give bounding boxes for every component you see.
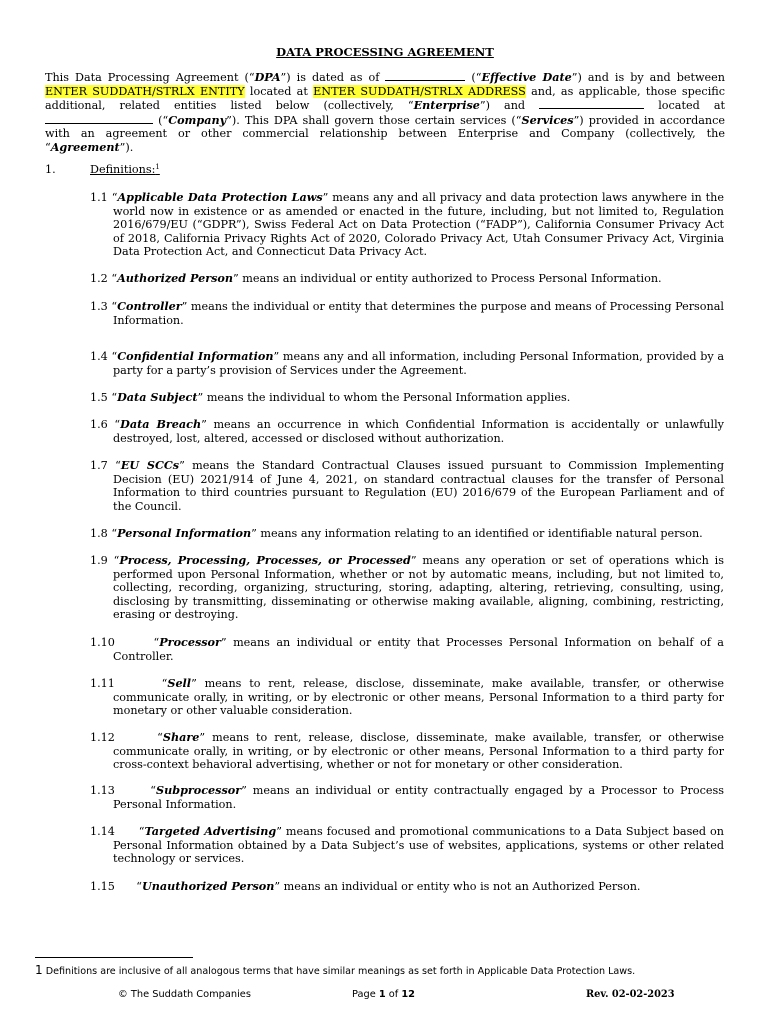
definition-item [90,636,724,663]
definition-term: Personal Information [117,526,252,540]
term-services: Services [521,112,574,127]
footer-page-number [352,988,415,1002]
term-enterprise: Enterprise [413,98,480,113]
footnote-text: Definitions are inclusive of all analogous terms that have similar meanings as set forth in Applicable Data Protection Laws. [42,966,636,977]
document-title: DATA PROCESSING AGREEMENT [276,45,494,59]
term-agreement: Agreement [50,139,120,154]
definition-term: Subprocessor [156,783,242,797]
address-placeholder[interactable]: ENTER SUDDATH/STRLX ADDRESS [313,84,526,98]
definition-item [90,459,724,513]
intro-text: (“ [153,113,169,127]
footer-revision: Rev. 02-02-2023 [586,989,675,1000]
definition-item [90,677,724,718]
definition-text: ” means the individual to whom the Personal Information applies. [197,391,571,404]
definition-term: EU SCCs [120,458,180,472]
intro-text: (“ [465,71,482,84]
definition-text: ” means the Standard Contractual Clauses issued pursuant to Commission Implementing Decision (EU) 2021/914 of June 4, 2021, on standard contractual clauses for the transfer of Personal Information to third countries pursuant to Regulation (EU) 2016/679 of the European Parliament and of the Council. [113,459,724,513]
section-number: 1. [45,163,56,176]
definition-item [90,527,724,541]
definition-number: 1.13 [90,784,115,797]
definition-number: 1.11 [90,677,115,690]
definition-item [90,350,724,377]
definition-quote: “ [111,300,118,313]
definition-term: Data Breach [120,417,202,431]
company-name-blank[interactable] [539,98,644,109]
definition-text: ” means an individual or entity authorized to Process Personal Information. [233,272,662,285]
definition-body [90,191,724,259]
definition-term: Data Subject [117,390,198,404]
definition-text: ” means any operation or set of operations which is performed upon Personal Information, whether or not by automatic means, including, but not limited to, collecting, recording, organizing, structuring, storing, adapting, altering, retrieving, consulting, using, disclosing by transmitting, disseminating or otherwise making available, aligning, combining, restricting, erasing or destroying. [113,554,724,622]
definition-body [90,636,724,663]
definition-number: 1.4 [90,350,108,363]
definition-item [90,554,724,622]
intro-text: and, as applicable, those specific additional, related entities listed below (collectively, “ [45,84,725,113]
definition-term: Targeted Advertising [144,824,277,838]
definition-text: ” means focused and promotional communications to a Data Subject based on Personal Information obtained by a Data Subject’s use of websites, applications, systems or other related technology or services. [113,825,724,866]
definition-item [90,784,724,811]
page-total: 12 [401,989,415,1000]
definition-quote: “ [111,191,118,204]
definition-item [90,300,724,327]
footnote-number: 1 [35,963,43,977]
section-label [90,163,160,177]
page-label: Page [352,989,379,1000]
definition-quote: “ [115,459,121,472]
definition-body [90,300,724,327]
definition-body [90,418,724,445]
term-effective-date: Effective Date [481,70,572,84]
definition-term: Share [162,730,200,744]
section-label-text: Definitions: [90,163,156,176]
definition-number: 1.10 [90,636,115,649]
footer-company: © The Suddath Companies [118,989,251,1000]
definition-quote: “ [114,418,121,431]
definition-term: Authorized Person [117,271,234,285]
definition-quote: “ [136,880,142,893]
definition-text: ” means any and all information, including Personal Information, provided by a party for a party’s provision of Services under the Agreement. [113,350,725,377]
intro-text: ”) and is by and between [571,71,726,84]
definition-item [90,191,724,259]
intro-text: This Data Processing Agreement (“ [45,71,255,84]
intro-text: located at [644,99,726,113]
definition-body [90,391,724,405]
definition-quote: “ [161,677,168,690]
entity-placeholder[interactable]: ENTER SUDDATH/STRLX ENTITY [45,84,245,98]
definition-number: 1.2 [90,272,108,285]
definition-term: Processor [159,635,221,649]
definition-number: 1.7 [90,459,108,472]
definition-body [90,825,724,866]
definition-item [90,825,724,866]
definition-item [90,391,724,405]
page-of: of [385,989,402,1000]
definition-number: 1.1 [90,191,108,204]
intro-text: ”) is dated as of [280,71,386,84]
definition-quote: “ [111,391,118,404]
footnote-ref[interactable]: 1 [155,163,160,171]
definition-text: ” means to rent, release, disclose, disseminate, make available, transfer, or otherwise communicate orally, in writing, or by electronic or other means, Personal Information to a third party for monetary or other valuable consideration. [113,677,724,718]
definition-number: 1.14 [90,825,115,838]
intro-text: ”). This DPA shall govern those certain services (“ [226,113,522,127]
definition-quote: “ [138,825,145,838]
definition-number: 1.3 [90,300,108,313]
term-dpa: DPA [254,70,281,84]
definition-number: 1.15 [90,880,115,893]
definition-term: Sell [167,676,192,690]
intro-paragraph [45,70,725,155]
intro-text: ”) and [479,99,540,113]
definition-item [90,880,724,894]
definition-quote: “ [157,731,163,744]
definition-number: 1.6 [90,418,108,431]
footnote-divider [35,957,193,958]
definition-text: ” means an individual or entity contractually engaged by a Processor to Process Personal Information. [113,784,725,811]
definition-text: ” means an occurrence in which Confidential Information is accidentally or unlawfully destroyed, lost, altered, accessed or disclosed without authorization. [113,418,724,445]
definition-item [90,731,724,772]
definition-quote: “ [111,272,118,285]
definition-text: ” means any information relating to an identified or identifiable natural person. [251,527,703,540]
definition-term: Controller [117,299,182,313]
definition-number: 1.8 [90,527,108,540]
definition-body [90,459,724,513]
definition-text: ” means to rent, release, disclose, disseminate, make available, transfer, or otherwise communicate orally, in writing, or by electronic or other means, Personal Information to a third party for cross-context behavioral advertising, whether or not for monetary or other consideration. [113,731,725,772]
definition-text: ” means an individual or entity who is not an Authorized Person. [274,880,641,893]
definition-text: ” means the individual or entity that determines the purpose and means of Processing Personal Information. [113,300,724,327]
definition-number: 1.5 [90,391,108,404]
definition-number: 1.12 [90,731,115,744]
definition-body [90,350,724,377]
definition-term: Unauthorized Person [142,879,275,893]
definition-quote: “ [153,636,160,649]
company-address-blank[interactable] [45,113,153,124]
definition-quote: “ [111,527,118,540]
intro-text: ”) provided in accordance with an agreement or other commercial relationship between Enterprise and Company (collectively, the “ [45,113,725,154]
definition-term: Process, Processing, Processes, or Processed [119,553,411,567]
definition-term: Applicable Data Protection Laws [117,190,323,204]
definition-quote: “ [111,350,118,363]
definition-body [90,784,724,811]
page-current: 1 [378,989,386,1000]
definition-body [90,880,724,894]
date-blank[interactable] [385,70,465,81]
definition-body [90,554,724,622]
definition-body [90,527,724,541]
definition-body [90,272,724,286]
intro-text: located at [244,84,314,98]
footnote [35,964,735,979]
definition-body [90,677,724,718]
term-company: Company [168,112,227,127]
definition-text: ” means an individual or entity that Processes Personal Information on behalf of a Controller. [113,636,724,663]
definition-item [90,418,724,445]
definition-body [90,731,724,772]
definition-item [90,272,724,286]
intro-text: ”). [119,140,134,154]
definition-term: Confidential Information [117,349,274,363]
definition-quote: “ [113,554,120,567]
definition-number: 1.9 [90,554,108,567]
definition-quote: “ [150,784,157,797]
definition-text: ” means any and all privacy and data protection laws anywhere in the world now in existence or as amended or enacted in the future, including, but not limited to, Regulation 2016/679/EU (“GDPR”), Swiss Federal Act on Data Protection (“FADP”), California Consumer Privacy Act of 2018, California Privacy Rights Act of 2020, Colorado Privacy Act, Utah Consumer Privacy Act, Virginia Data Protection Act, and Connecticut Data Privacy Act. [113,191,724,259]
